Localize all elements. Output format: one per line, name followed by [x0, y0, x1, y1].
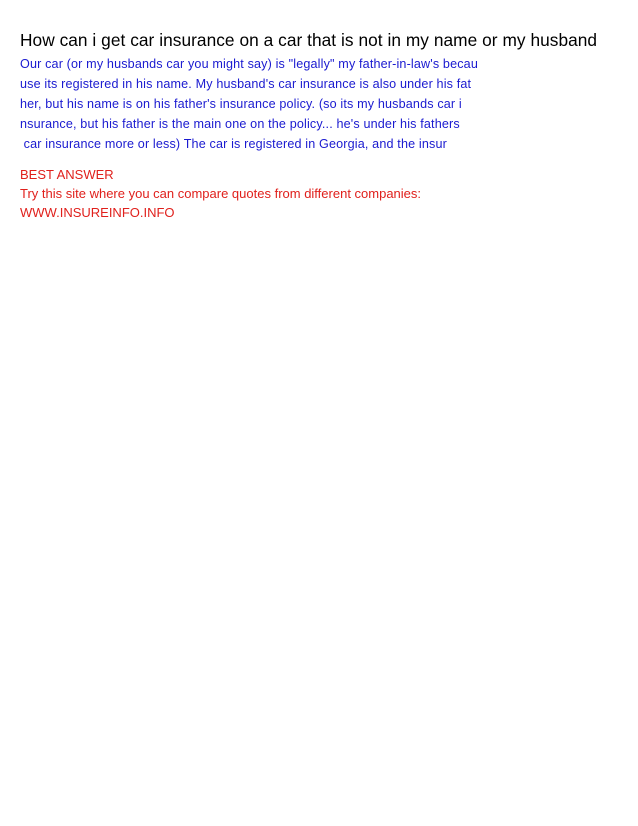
answer-link[interactable]: WWW.INSUREINFO.INFO	[20, 205, 175, 220]
question-line: nsurance, but his father is the main one on the policy... he's under his fathers	[20, 117, 460, 131]
answer-section	[20, 165, 638, 222]
answer-text: Try this site where you can compare quotes from different companies:	[20, 186, 422, 201]
question-line: her, but his name is on his father's insurance policy. (so its my husbands car i	[20, 97, 462, 111]
question-line: car insurance more or less) The car is registered in Georgia, and the insur	[20, 137, 447, 151]
question-title: How can i get car insurance on a car that is not in my name or my husband	[20, 30, 598, 50]
question-line: Our car (or my husbands car you might say) is "legally" my father-in-law's becau	[20, 57, 478, 71]
question-line: use its registered in his name. My husband's car insurance is also under his fat	[20, 77, 472, 91]
question-body	[20, 54, 638, 154]
answer-heading: BEST ANSWER	[20, 167, 114, 182]
